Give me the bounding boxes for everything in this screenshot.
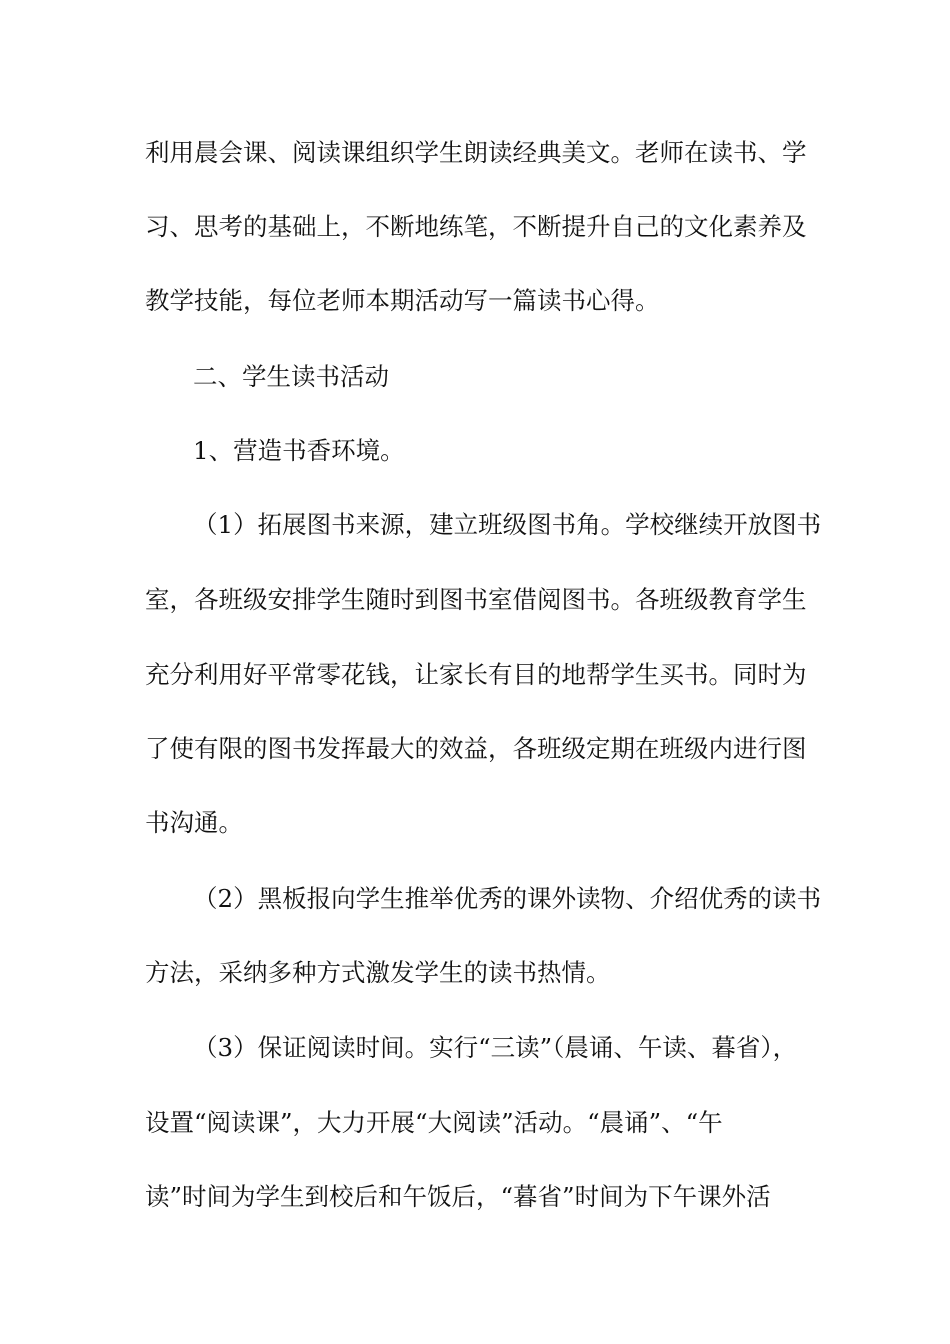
text-line: 书沟通。	[145, 808, 243, 837]
text-line: （3）保证阅读时间。实行“三读”（晨诵、午读、暮省），	[193, 1033, 798, 1062]
text-line: 方法，采纳多种方式激发学生的读书热情。	[145, 958, 611, 987]
text-line: 教学技能，每位老师本期活动写一篇读书心得。	[145, 286, 660, 315]
text-line: 了使有限的图书发挥最大的效益，各班级定期在班级内进行图	[145, 734, 807, 763]
text-line: 设置“阅读课”，大力开展“大阅读”活动。“晨诵”、“午	[145, 1108, 723, 1137]
text-line: 习、思考的基础上，不断地练笔，不断提升自己的文化素养及	[145, 212, 807, 241]
section-heading: 二、学生读书活动	[193, 362, 389, 391]
text-line: 充分利用好平常零花钱，让家长有目的地帮学生买书。同时为	[145, 660, 807, 689]
text-line: （1）拓展图书来源，建立班级图书角。学校继续开放图书	[193, 510, 822, 539]
text-line: 室，各班级安排学生随时到图书室借阅图书。各班级教育学生	[145, 585, 807, 614]
text-line: 读”时间为学生到校后和午饭后，“暮省”时间为下午课外活	[145, 1182, 771, 1211]
subsection-heading: 1、营造书香环境。	[193, 436, 405, 465]
text-line: 利用晨会课、阅读课组织学生朗读经典美文。老师在读书、学	[145, 138, 807, 167]
text-line: （2）黑板报向学生推举优秀的课外读物、介绍优秀的读书	[193, 884, 822, 913]
